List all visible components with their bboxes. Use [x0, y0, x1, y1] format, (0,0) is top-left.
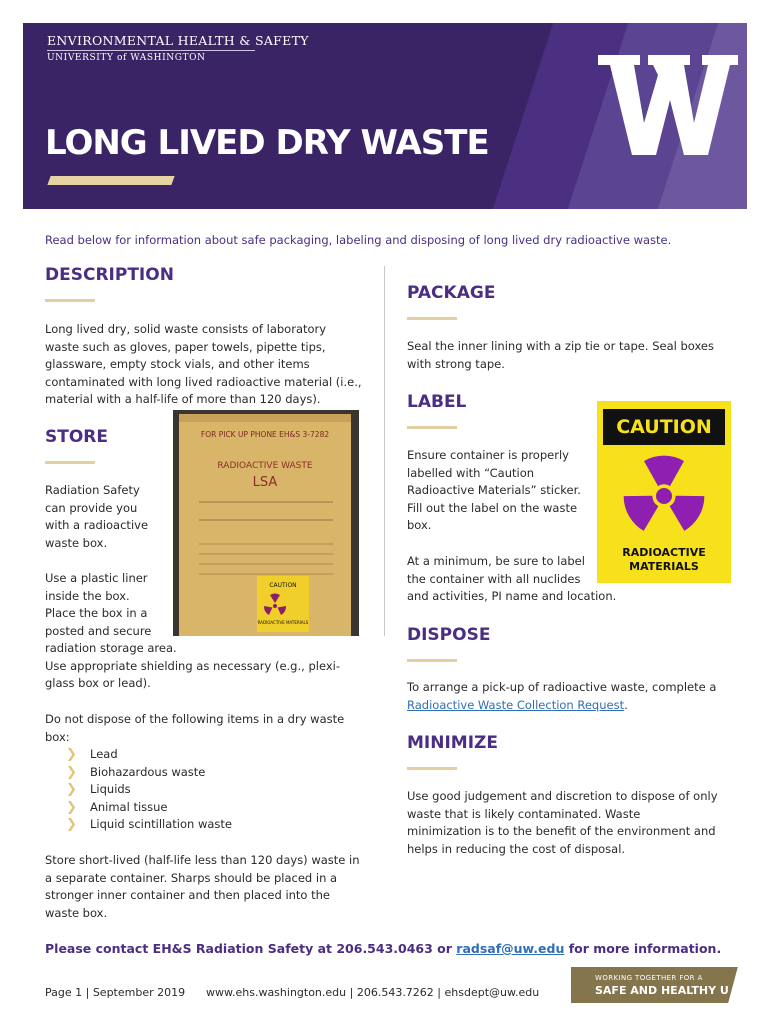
text-line: minimization is to the benefit of the environment and — [407, 824, 716, 838]
label-heading: LABEL — [407, 392, 467, 412]
text-line: waste box. — [45, 905, 108, 920]
caution-radioactive-sign — [597, 401, 731, 583]
uw-w-logo-icon — [598, 45, 747, 155]
text-line: waste box. — [45, 535, 108, 550]
store-text-4 — [45, 852, 360, 922]
text-line: Use a plastic liner — [45, 571, 148, 585]
badge-line-1: WORKING TOGETHER FOR A — [595, 974, 703, 982]
package-text — [407, 338, 714, 373]
badge-line-2: SAFE AND HEALTHY U — [595, 984, 729, 997]
caution-sign-text — [597, 546, 731, 574]
list-item: ❯ Lead — [66, 747, 118, 762]
chevron-right-icon: ❯ — [66, 747, 77, 762]
gold-rule — [407, 426, 457, 429]
text-line: Long lived dry, solid waste consists of laboratory — [45, 322, 327, 336]
chevron-right-icon: ❯ — [66, 764, 77, 780]
list-item: ❯ Animal tissue — [66, 799, 168, 815]
university-name: UNIVERSITY of WASHINGTON — [47, 53, 206, 63]
text-line: RADIOACTIVE — [622, 546, 706, 559]
box-phone-text: FOR PICK UP PHONE EH&S 3-7282 — [200, 430, 330, 439]
description-text — [45, 321, 362, 409]
radiation-trefoil-icon — [619, 451, 709, 541]
package-heading: PACKAGE — [407, 283, 496, 303]
text-line: with strong tape. — [407, 356, 505, 371]
footer-contact-info: www.ehs.washington.edu | 206.543.7262 | ehsdept@uw.edu — [206, 986, 540, 999]
box-label-text: RADIOACTIVE WASTE — [217, 461, 313, 471]
list-item: ❯ Liquids — [66, 782, 131, 797]
text-line: Place the box in a — [45, 606, 148, 620]
text-line: helps in reducing the cost of disposal. — [407, 841, 626, 856]
chevron-right-icon: ❯ — [66, 817, 77, 832]
waste-box-photo — [173, 410, 359, 636]
text-line: Fill out the label on the waste — [407, 500, 578, 515]
dispose-heading: DISPOSE — [407, 625, 491, 645]
text-line: box: — [45, 729, 70, 744]
box-caution-text: CAUTION — [269, 582, 297, 589]
page-info: Page 1 | September 2019 — [45, 986, 186, 999]
text-line: box. — [407, 518, 432, 532]
waste-collection-request-link[interactable]: Radioactive Waste Collection Request — [407, 697, 625, 712]
minimize-text — [407, 788, 718, 858]
store-text-1 — [45, 482, 148, 552]
label-text-1 — [407, 447, 581, 535]
store-text-3 — [45, 711, 344, 746]
intro-text: Read below for information about safe packaging, labeling and disposing of long lived dry radioactive waste. — [45, 233, 672, 247]
text-line: Do not dispose of the following items in a dry waste — [45, 712, 345, 726]
box-lsa-text: LSA — [252, 475, 278, 490]
gold-rule — [407, 767, 457, 770]
gold-rule — [45, 461, 95, 464]
text-line: can provide you — [45, 500, 138, 515]
contact-line: Please contact EH&S Radiation Safety at 206.543.0463 or radsaf@uw.edu for more information. — [45, 941, 722, 956]
text-line: waste that is likely contaminated. Waste — [407, 806, 641, 821]
dispose-text — [407, 679, 716, 714]
list-item: ❯ Biohazardous waste — [66, 764, 206, 780]
gold-rule — [407, 317, 457, 320]
gold-rule — [45, 299, 95, 302]
text-line: At a minimum, be sure to label — [407, 554, 585, 568]
gold-rule — [407, 659, 457, 662]
text-line: Radiation Safety — [45, 483, 140, 497]
text-line: the container with all nuclides — [407, 571, 581, 586]
text-line: posted and secure — [45, 623, 152, 638]
text-line: glass box or lead). — [45, 676, 151, 690]
text-line: Ensure container is properly — [407, 448, 569, 462]
text-line: material with a half-life of more than 120 days). — [45, 392, 321, 406]
store-heading: STORE — [45, 427, 108, 447]
column-divider — [384, 266, 385, 636]
description-heading: DESCRIPTION — [45, 265, 174, 285]
chevron-right-icon: ❯ — [66, 799, 77, 815]
text-line: Use appropriate shielding as necessary (e.g., plexi- — [45, 658, 340, 673]
org-divider — [47, 50, 255, 51]
title-accent-bar — [47, 176, 174, 185]
text-line: Use good judgement and discretion to dispose of only — [407, 789, 718, 803]
page-title: LONG LIVED DRY WASTE — [45, 123, 489, 163]
text-line: MATERIALS — [629, 560, 699, 573]
caution-header: CAUTION — [603, 409, 725, 445]
text-line: contaminated with long lived radioactive material (i.e., — [45, 374, 362, 389]
text-line: and activities, PI name and location. — [407, 589, 617, 603]
safe-healthy-badge — [571, 967, 747, 1003]
text-line: stronger inner container and then placed into the — [45, 888, 330, 902]
text-line: glassware, empty stock vials, and other items — [45, 357, 310, 371]
prohibited-items-list — [66, 746, 232, 834]
email-link[interactable]: radsaf@uw.edu — [456, 941, 565, 956]
box-caution-sub-text: RADIOACTIVE MATERIALS — [257, 620, 309, 625]
text-line: radiation storage area. — [45, 641, 177, 655]
text-line: Store short-lived (half-life less than 120 days) waste in — [45, 853, 360, 867]
text-line: inside the box. — [45, 588, 130, 603]
org-name: ENVIRONMENTAL HEALTH & SAFETY — [47, 33, 309, 48]
text-line: Seal the inner lining with a zip tie or tape. Seal boxes — [407, 339, 714, 353]
list-item: ❯ Liquid scintillation waste — [66, 817, 232, 832]
minimize-heading: MINIMIZE — [407, 733, 498, 753]
label-text-2 — [407, 553, 616, 606]
text-line: with a radioactive — [45, 518, 149, 532]
text-line: waste such as gloves, paper towels, pipette tips, — [45, 339, 326, 354]
text-line: Radioactive Materials” sticker. — [407, 483, 581, 497]
text-line: a separate container. Sharps should be placed in a — [45, 870, 338, 885]
header-banner — [23, 23, 747, 209]
text-line: labelled with “Caution — [407, 465, 535, 480]
text-line: To arrange a pick-up of radioactive waste, complete a — [407, 680, 717, 694]
chevron-right-icon: ❯ — [66, 782, 77, 797]
text-line: Radioactive Waste Collection Request. — [407, 697, 628, 712]
